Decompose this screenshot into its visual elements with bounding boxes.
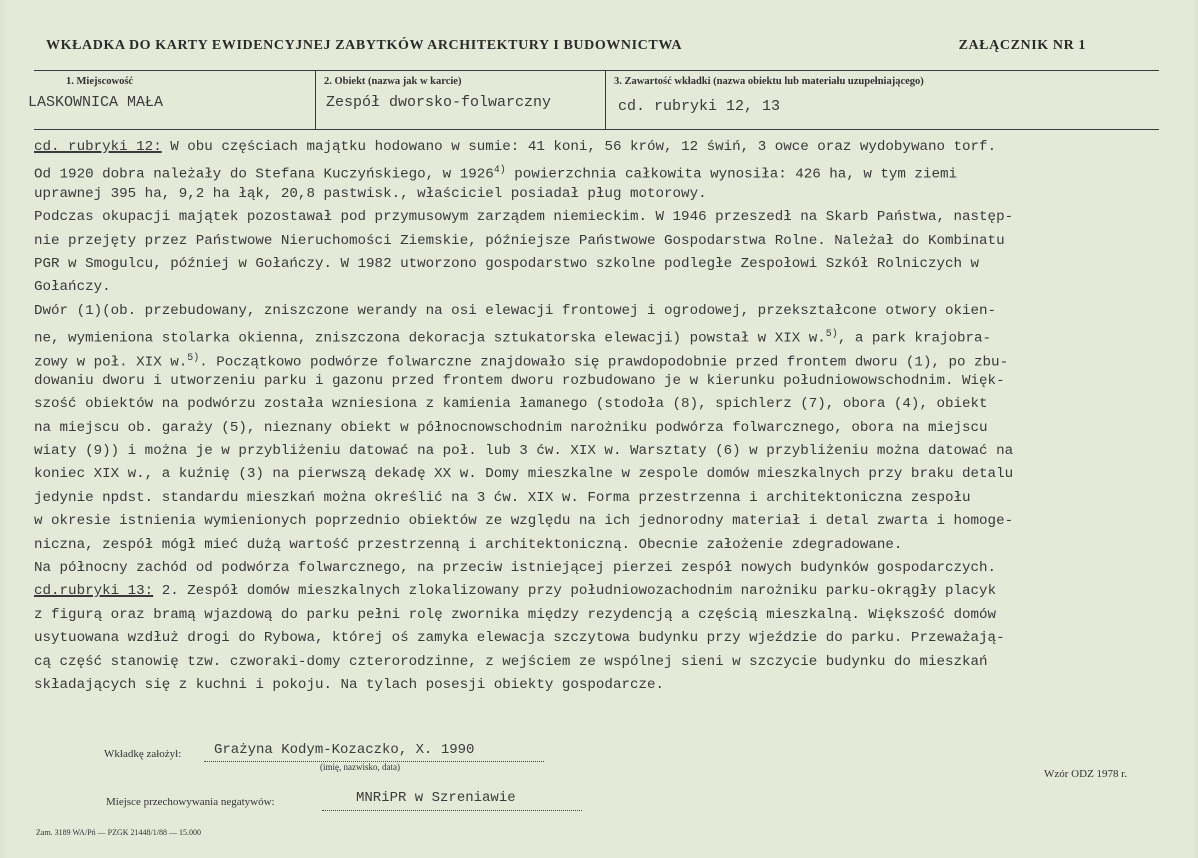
section-label-12: cd. rubryki 12: [34, 139, 162, 155]
body-line-16: jedynie npdst. standardu mieszkań można określić na 3 ćw. XIX w. Forma przestrzenna i architektoniczna zespołu [34, 489, 971, 506]
body-line-21: z figurą oraz bramą wjazdową do parku pełni rolę zwornika między rezydencją a częścią mieszkalną. Większość domów [34, 606, 997, 623]
record-card [4, 0, 1194, 858]
negatives-label: Miejsce przechowywania negatywów: [106, 796, 275, 808]
author-hint: (imię, nazwisko, data) [320, 762, 400, 772]
body-line-5: nie przejęty przez Państwowe Nieruchomości Ziemskie, późniejsze Państwowe Gospodarstwa Rolne. Należał do Kombinatu [34, 232, 1005, 249]
section-label-13: cd.rubryki 13: [34, 583, 154, 600]
body-line-8: Dwór (1)(ob. przebudowany, zniszczone werandy na osi elewacji frontowej i ogrodowej, przekształcone otwory okien- [34, 302, 997, 319]
grid-divider-1 [315, 70, 316, 129]
author-label: Wkładkę założył: [104, 748, 182, 760]
negatives-dotted-line [322, 810, 582, 811]
body-line-19: Na północny zachód od podwórza folwarcznego, na przeciw istniejącej pierzei zespół nowych budynków gospodarczych. [34, 560, 997, 577]
body-line-17: w okresie istnienia wymienionych poprzednio obiektów ze względu na ich jednorodny materiał i detal zwarta i homoge- [34, 513, 1014, 530]
body-line-18: niczna, zespół mógł mieć dużą wartość przestrzenną i architektoniczną. Obecnie założenie zdegradowane. [34, 536, 903, 553]
footnote-5b: 5) [187, 352, 200, 364]
field-2-value: Zespół dworsko-folwarczny [326, 94, 552, 111]
body-line-15: koniec XIX w., a kuźnię (3) na pierwszą dekadę XX w. Domy mieszkalne w zespole domów mieszkalnych przy braku detalu [34, 466, 1014, 483]
grid-line-bottom [34, 129, 1159, 130]
body-text [34, 136, 1198, 697]
body-line-11: dowaniu dworu i utworzeniu parku i gazonu przed frontem dworu rozbudowano je w kierunku południowowschodnim. Więk- [34, 372, 1005, 389]
body-line-13: na miejscu ob. garaży (5), nieznany obiekt w północnowschodnim narożniku podwórza folwarcznego, obora na miejscu [34, 419, 988, 436]
grid-line-top [34, 70, 1159, 71]
author-value: Grażyna Kodym-Kozaczko, X. 1990 [214, 742, 475, 758]
body-line-24: składających się z kuchni i pokoju. Na tylach posesji obiekty gospodarcze. [34, 676, 665, 693]
field-1-label: 1. Miejscowość [66, 76, 134, 87]
field-2-label: 2. Obiekt (nazwa jak w karcie) [324, 76, 462, 87]
field-1-value: LASKOWNICA MAŁA [28, 94, 164, 111]
body-line-4: Podczas okupacji majątek pozostawał pod przymusowym zarządem niemieckim. W 1946 przeszedł na Skarb Państwa, następ- [34, 209, 1014, 226]
body-line-1: cd. rubryki 12: W obu częściach majątku hodowano w sumie: 41 koni, 56 krów, 12 świń, 3 owce oraz wydobywano torf. [34, 139, 997, 155]
grid-divider-2 [605, 70, 606, 129]
body-line-7: Gołańczy. [34, 279, 111, 296]
field-3-value: cd. rubryki 12, 13 [618, 98, 781, 115]
footnote-4: 4) [493, 165, 506, 177]
body-line-10: zowy w poł. XIX w.$^{5)}$. Początkowo podwórze folwarczne znajdowało się prawdopodobnie przed frontem dworu (1), po zbu- [34, 352, 1009, 370]
body-line-6: PGR w Smogulcu, później w Gołańczy. W 1982 utworzono gospodarstwo szkolne podległe Zespołowi Szkół Rolniczych w [34, 255, 980, 272]
negatives-value: MNRiPR w Szreniawie [356, 790, 516, 806]
body-line-9: ne, wymieniona stolarka okienna, zniszczona dekoracja sztukatorska elewacji) powstał w XIX w.$^{5)}$, a park krajobra- [34, 329, 992, 347]
print-info: Zam. 3189 WA/Pń — PZGK 21448/1/88 — 15.000 [36, 828, 201, 837]
attachment-number: ZAŁĄCZNIK NR 1 [958, 38, 1086, 53]
body-line-2: Od 1920 dobra należały do Stefana Kuczyńskiego, w 1926$^{4)}$ powierzchnia całkowita wynosiła: 426 ha, w tym ziemi [34, 165, 958, 183]
body-line-22: usytuowana wzdłuż drogi do Rybowa, której oś zamyka elewacja szczytowa budynku przy wjeździe do parku. Przeważają- [34, 630, 1005, 647]
footnote-5a: 5) [825, 329, 838, 341]
body-line-23: cą część stanowię tzw. czworaki-domy czterorodzinne, z wejściem ze wspólnej sieni w szczycie budynku do mieszkań [34, 653, 988, 670]
field-3-label: 3. Zawartość wkładki (nazwa obiektu lub materiału uzupełniającego) [614, 76, 924, 87]
body-line-20: cd.rubryki 13: 2. Zespół domów mieszkalnych zlokalizowany przy południowozachodnim narożniku parku-okrągły placyk [34, 583, 997, 600]
body-line-12: szość obiektów na podwórzu została wzniesiona z kamienia łamanego (stodoła (8), spichlerz (7), obora (4), obiekt [34, 396, 988, 413]
template-version: Wzór ODZ 1978 r. [1044, 768, 1128, 780]
form-title: WKŁADKA DO KARTY EWIDENCYJNEJ ZABYTKÓW ARCHITEKTURY I BUDOWNICTWA [46, 38, 683, 53]
body-line-3: uprawnej 395 ha, 9,2 ha łąk, 20,8 pastwisk., właściciel posiadał pług motorowy. [34, 185, 707, 202]
body-line-14: wiaty (9)) i można je w przybliżeniu datować na poł. lub 3 ćw. XIX w. Warsztaty (6) w przybliżeniu można datować na [34, 443, 1014, 460]
